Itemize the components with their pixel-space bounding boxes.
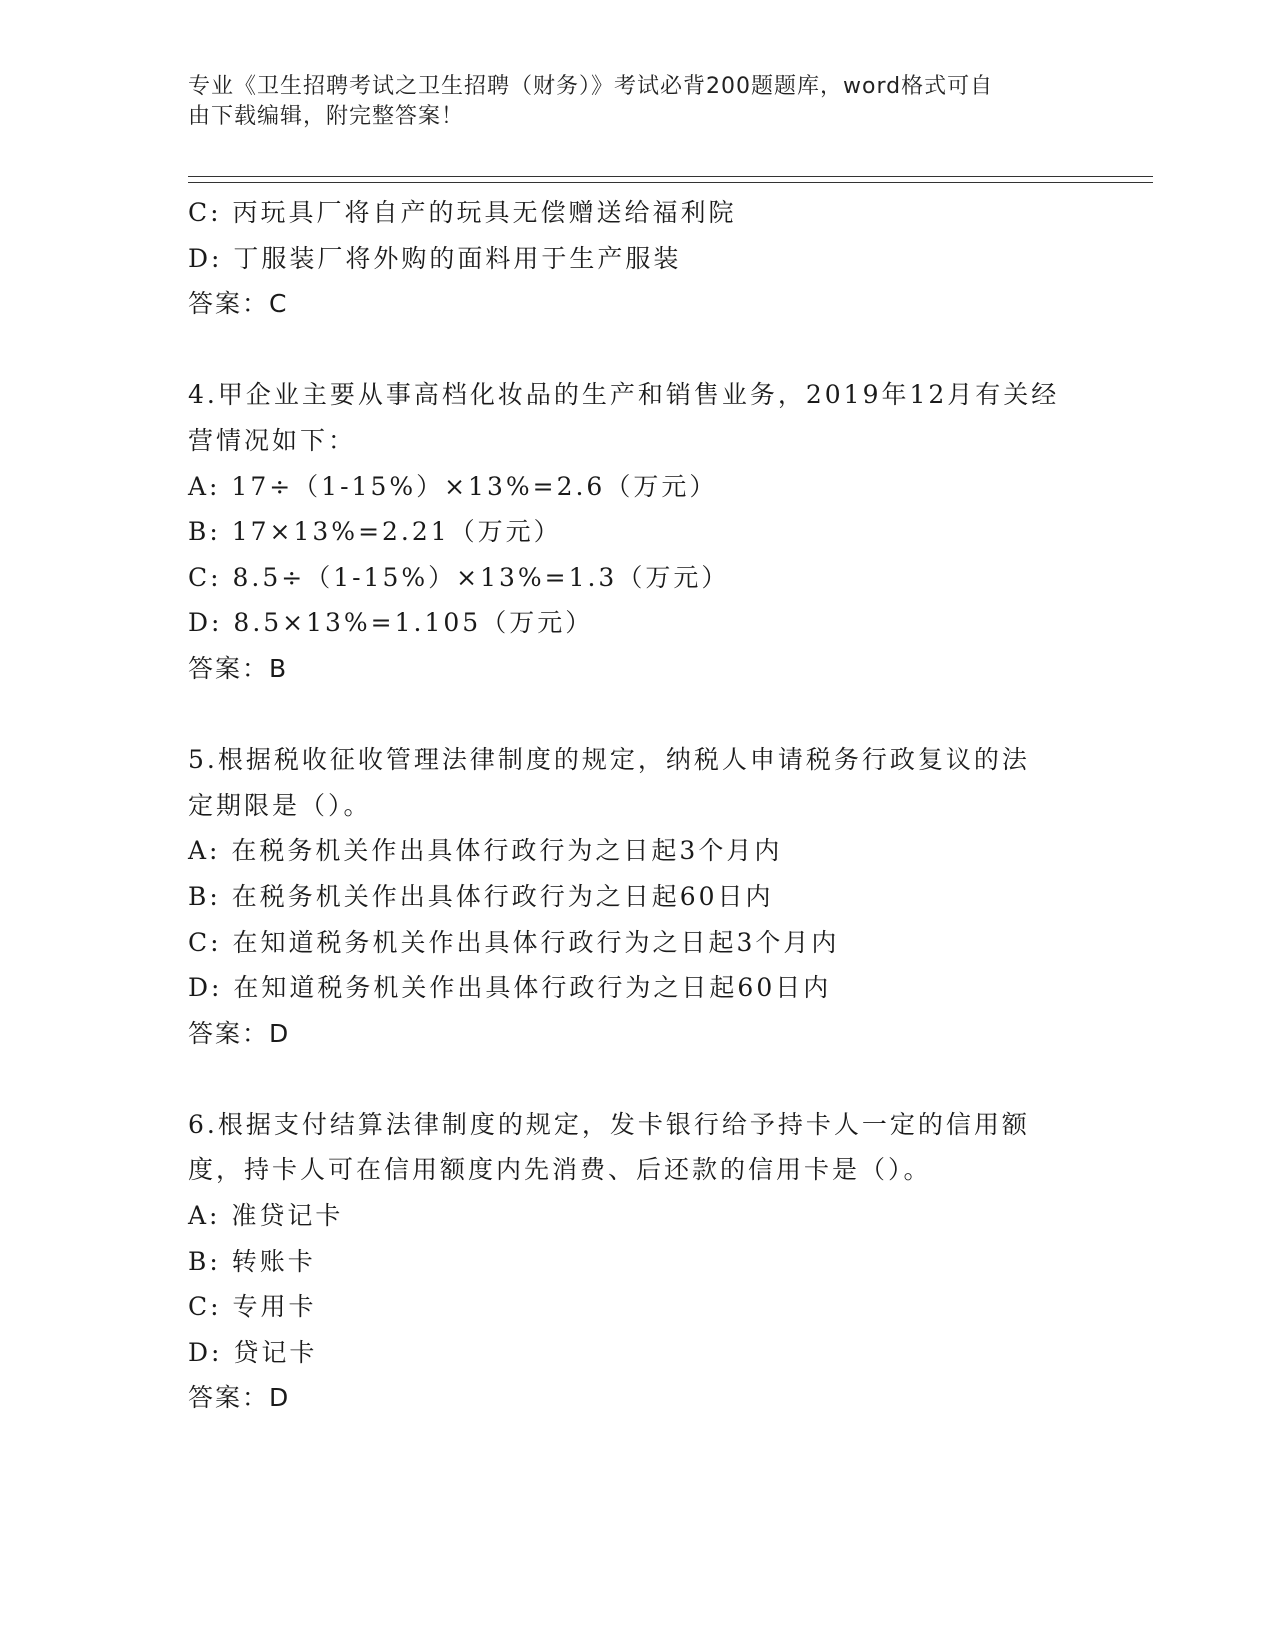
spacer <box>188 1056 1108 1102</box>
spacer <box>188 327 1108 373</box>
q5-stem-line-1: 5.根据税收征收管理法律制度的规定，纳税人申请税务行政复议的法 <box>188 745 1030 775</box>
q5-option-b: B: 在税务机关作出具体行政行为之日起60日内 <box>188 881 774 911</box>
q5-stem-line-2: 定期限是（）。 <box>188 790 372 820</box>
q5-answer: 答案：D <box>188 1018 291 1048</box>
q6-stem-line-1: 6.根据支付结算法律制度的规定，发卡银行给予持卡人一定的信用额 <box>188 1109 1030 1139</box>
question-6-block <box>188 1102 1108 1421</box>
question-content <box>188 190 1108 1421</box>
q4-option-d: D: 8.5×13%=1.105（万元） <box>188 608 594 638</box>
q4-stem-line-1: 4.甲企业主要从事高档化妆品的生产和销售业务，2019年12月有关经 <box>188 380 1060 410</box>
q6-answer: 答案：D <box>188 1383 291 1413</box>
q3-option-c: C: 丙玩具厂将自产的玩具无偿赠送给福利院 <box>188 198 737 227</box>
q6-stem-line-2: 度，持卡人可在信用额度内先消费、后还款的信用卡是（）。 <box>188 1155 932 1185</box>
question-3-block <box>188 190 1108 327</box>
q3-answer: 答案：C <box>188 289 289 319</box>
q4-answer: 答案：B <box>188 653 289 683</box>
q4-stem-line-2: 营情况如下： <box>188 425 357 455</box>
q4-option-c: C: 8.5÷（1-15%）×13%=1.3（万元） <box>188 562 730 592</box>
q6-option-b: B: 转账卡 <box>188 1246 316 1276</box>
q6-option-d: D: 贷记卡 <box>188 1337 318 1367</box>
q5-option-d: D: 在知道税务机关作出具体行政行为之日起60日内 <box>188 973 832 1003</box>
q4-option-b: B: 17×13%=2.21（万元） <box>188 517 562 547</box>
header-divider-bottom <box>188 182 1153 183</box>
header-line-2: 由下载编辑，附完整答案！ <box>188 104 465 129</box>
q6-option-a: A: 准贷记卡 <box>188 1201 344 1231</box>
header-line-1: 专业《卫生招聘考试之卫生招聘（财务）》考试必背200题题库，word格式可自 <box>188 74 994 99</box>
q6-option-c: C: 专用卡 <box>188 1292 317 1322</box>
header-divider-top <box>188 176 1153 177</box>
question-4-block <box>188 372 1108 691</box>
question-5-block <box>188 737 1108 1056</box>
spacer <box>188 692 1108 738</box>
q5-option-c: C: 在知道税务机关作出具体行政行为之日起3个月内 <box>188 927 840 957</box>
q4-option-a: A: 17÷（1-15%）×13%=2.6（万元） <box>188 471 718 501</box>
document-header <box>188 72 1068 132</box>
q3-option-d: D: 丁服装厂将外购的面料用于生产服装 <box>188 243 682 273</box>
q5-option-a: A: 在税务机关作出具体行政行为之日起3个月内 <box>188 836 783 866</box>
